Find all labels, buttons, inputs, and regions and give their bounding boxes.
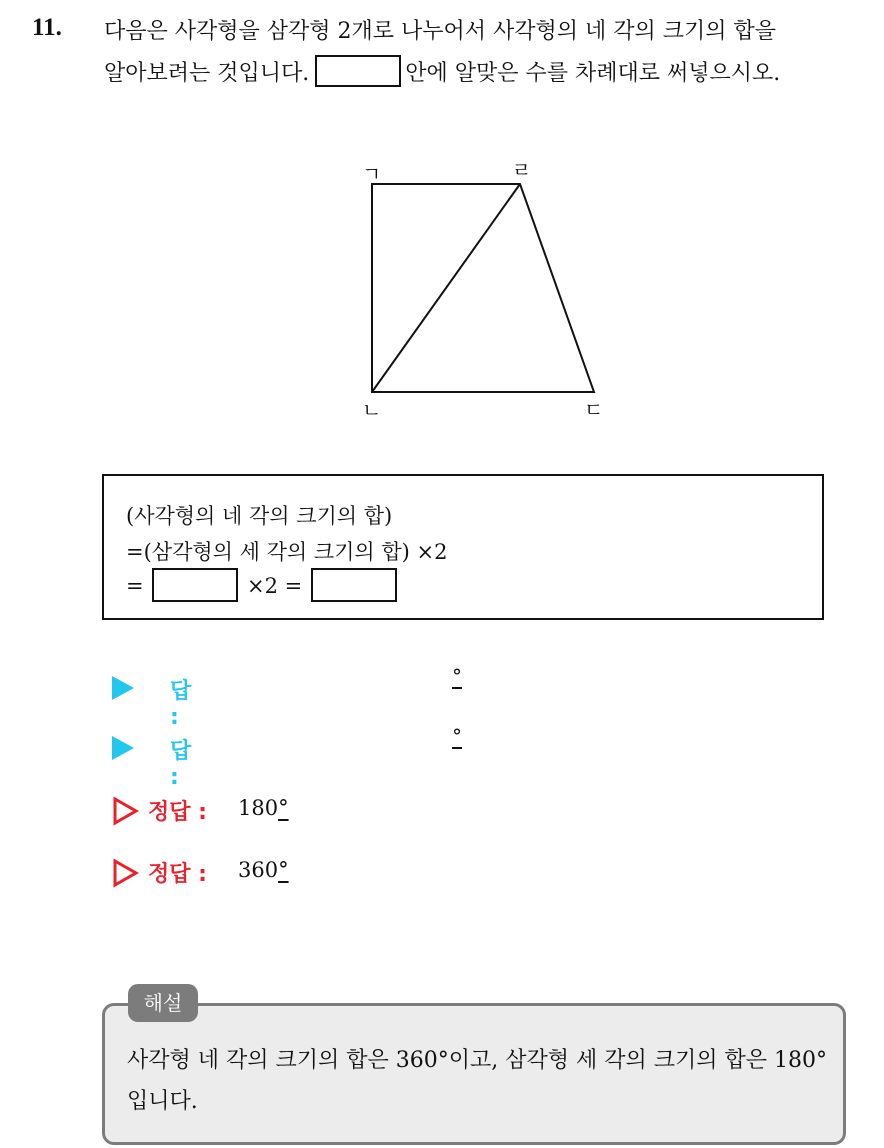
quadrilateral-diagram — [340, 150, 640, 430]
outline-arrow-icon — [112, 858, 140, 888]
question-text-line-2 — [104, 55, 780, 87]
explanation-text: 사각형 네 각의 크기의 합은 360°이고, 삼각형 세 각의 크기의 합은 180°입니다. — [127, 1048, 827, 1114]
vertex-label-top-left: ㄱ — [362, 162, 382, 186]
formula-line-2: =(삼각형의 세 각의 크기의 합) ×2 — [126, 540, 448, 564]
question-number: 11. — [32, 14, 62, 41]
solution-value: 180° — [238, 796, 289, 820]
vertex-label-bottom-right: ㄷ — [584, 398, 604, 422]
question-text-part-2: 안에 알맞은 수를 차례대로 써넣으시오. — [405, 61, 781, 86]
formula-equals: = — [126, 574, 144, 598]
explanation-box — [102, 1003, 846, 1145]
question-text-line-1: 다음은 사각형을 삼각형 2개로 나누어서 사각형의 네 각의 크기의 합을 — [104, 19, 776, 44]
answer-label: 답 : — [170, 739, 192, 790]
solution-label: 정답 : — [148, 862, 207, 887]
vertex-label-top-right: ㄹ — [512, 158, 532, 182]
blank-box-example — [315, 55, 401, 87]
answer-blank-2[interactable] — [311, 568, 397, 602]
solution-label: 정답 : — [148, 800, 207, 825]
outline-arrow-icon — [112, 796, 140, 826]
answer-unit: ° — [452, 664, 462, 688]
answer-label: 답 : — [170, 679, 192, 730]
quadrilateral-figure — [340, 150, 640, 430]
play-arrow-icon — [112, 736, 134, 760]
formula-box — [102, 474, 824, 620]
play-arrow-icon — [112, 676, 134, 700]
explanation-tab: 해설 — [128, 984, 198, 1022]
solution-value: 360° — [238, 858, 289, 882]
diagonal-line — [372, 184, 520, 392]
formula-line-3 — [126, 568, 399, 602]
formula-times-two: ×2 = — [246, 574, 303, 598]
quadrilateral-outline — [372, 184, 594, 392]
answer-unit: ° — [452, 724, 462, 748]
formula-line-1: (사각형의 네 각의 크기의 합) — [126, 504, 393, 528]
question-text-part-1: 알아보려는 것입니다. — [104, 61, 310, 86]
answer-blank-1[interactable] — [152, 568, 238, 602]
vertex-label-bottom-left: ㄴ — [362, 398, 382, 422]
